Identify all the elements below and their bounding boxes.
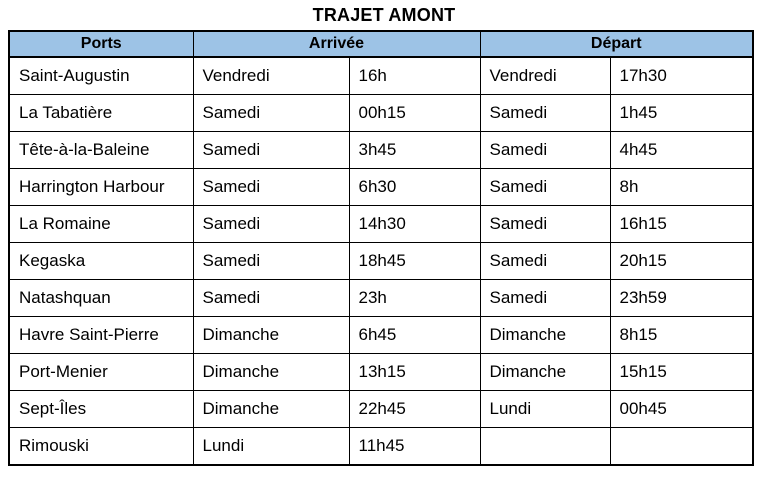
table-row	[9, 95, 753, 132]
arrival-day-cell: Samedi	[193, 243, 349, 280]
header-ports: Ports	[9, 31, 193, 57]
schedule-table	[8, 30, 754, 466]
table-body	[9, 57, 753, 465]
departure-time-cell	[610, 428, 753, 466]
departure-day-cell: Samedi	[480, 206, 610, 243]
departure-time-cell: 15h15	[610, 354, 753, 391]
table-row	[9, 243, 753, 280]
arrival-day-cell: Samedi	[193, 132, 349, 169]
departure-day-cell: Dimanche	[480, 354, 610, 391]
port-cell: Harrington Harbour	[9, 169, 193, 206]
arrival-day-cell: Lundi	[193, 428, 349, 466]
port-cell: Tête-à-la-Baleine	[9, 132, 193, 169]
arrival-time-cell: 18h45	[349, 243, 480, 280]
arrival-time-cell: 3h45	[349, 132, 480, 169]
arrival-time-cell: 16h	[349, 57, 480, 95]
departure-time-cell: 20h15	[610, 243, 753, 280]
arrival-time-cell: 13h15	[349, 354, 480, 391]
table-row	[9, 280, 753, 317]
header-arrivee: Arrivée	[193, 31, 480, 57]
page-title: TRAJET AMONT	[312, 5, 456, 25]
table-row	[9, 428, 753, 466]
departure-time-cell: 4h45	[610, 132, 753, 169]
table-row	[9, 206, 753, 243]
departure-time-cell: 23h59	[610, 280, 753, 317]
departure-time-cell: 00h45	[610, 391, 753, 428]
port-cell: Rimouski	[9, 428, 193, 466]
departure-time-cell: 17h30	[610, 57, 753, 95]
departure-day-cell: Samedi	[480, 169, 610, 206]
arrival-time-cell: 14h30	[349, 206, 480, 243]
departure-time-cell: 8h15	[610, 317, 753, 354]
departure-time-cell: 1h45	[610, 95, 753, 132]
port-cell: Saint-Augustin	[9, 57, 193, 95]
port-cell: Natashquan	[9, 280, 193, 317]
table-row	[9, 317, 753, 354]
arrival-day-cell: Samedi	[193, 169, 349, 206]
arrival-day-cell: Dimanche	[193, 317, 349, 354]
departure-day-cell: Samedi	[480, 243, 610, 280]
arrival-day-cell: Samedi	[193, 95, 349, 132]
header-row	[9, 31, 753, 57]
table-row	[9, 57, 753, 95]
port-cell: Sept-Îles	[9, 391, 193, 428]
header-depart: Départ	[480, 31, 753, 57]
table-row	[9, 169, 753, 206]
arrival-day-cell: Samedi	[193, 206, 349, 243]
departure-day-cell: Lundi	[480, 391, 610, 428]
arrival-day-cell: Vendredi	[193, 57, 349, 95]
arrival-time-cell: 6h45	[349, 317, 480, 354]
arrival-time-cell: 00h15	[349, 95, 480, 132]
departure-day-cell: Samedi	[480, 95, 610, 132]
departure-time-cell: 8h	[610, 169, 753, 206]
port-cell: La Romaine	[9, 206, 193, 243]
arrival-time-cell: 22h45	[349, 391, 480, 428]
arrival-day-cell: Dimanche	[193, 354, 349, 391]
departure-day-cell	[480, 428, 610, 466]
port-cell: La Tabatière	[9, 95, 193, 132]
arrival-day-cell: Dimanche	[193, 391, 349, 428]
table-row	[9, 391, 753, 428]
table-row	[9, 132, 753, 169]
departure-time-cell: 16h15	[610, 206, 753, 243]
port-cell: Havre Saint-Pierre	[9, 317, 193, 354]
departure-day-cell: Vendredi	[480, 57, 610, 95]
port-cell: Port-Menier	[9, 354, 193, 391]
departure-day-cell: Dimanche	[480, 317, 610, 354]
arrival-time-cell: 6h30	[349, 169, 480, 206]
departure-day-cell: Samedi	[480, 280, 610, 317]
arrival-day-cell: Samedi	[193, 280, 349, 317]
port-cell: Kegaska	[9, 243, 193, 280]
table-row	[9, 354, 753, 391]
arrival-time-cell: 23h	[349, 280, 480, 317]
table-header	[9, 31, 753, 57]
departure-day-cell: Samedi	[480, 132, 610, 169]
arrival-time-cell: 11h45	[349, 428, 480, 466]
